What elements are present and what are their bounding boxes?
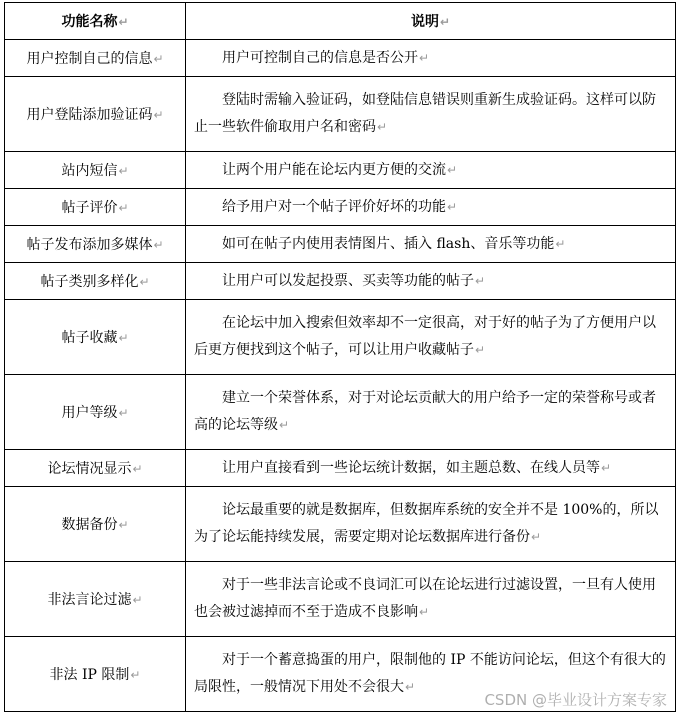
function-name-cell: 用户控制自己的信息↵ (5, 40, 186, 77)
paragraph-mark: ↵ (130, 668, 141, 682)
function-name-cell: 论坛情况显示↵ (5, 450, 186, 487)
header-function-name: 功能名称↵ (5, 3, 186, 40)
description-cell: 让两个用户能在论坛内更方便的交流↵ (186, 152, 676, 189)
table-row (5, 40, 676, 77)
table-row (5, 77, 676, 152)
table-row (5, 263, 676, 300)
function-name-cell: 帖子收藏↵ (5, 300, 186, 375)
description-cell: 登陆时需输入验证码，如登陆信息错误则重新生成验证码。这样可以防止一些软件偷取用户名和密码↵ (186, 77, 676, 152)
paragraph-mark: ↵ (118, 331, 129, 345)
paragraph-mark: ↵ (419, 50, 430, 65)
paragraph-mark: ↵ (153, 52, 164, 66)
description-cell: 论坛最重要的就是数据库，但数据库系统的安全并不是 100%的，所以为了论坛能持续发展，需要定期对论坛数据库进行备份↵ (186, 487, 676, 562)
paragraph-mark: ↵ (439, 15, 451, 29)
paragraph-mark: ↵ (447, 199, 458, 214)
paragraph-mark: ↵ (447, 162, 458, 177)
paragraph-mark: ↵ (405, 680, 416, 694)
function-name-cell: 站内短信↵ (5, 152, 186, 189)
description-cell: 给予用户对一个帖子评价好坏的功能↵ (186, 189, 676, 226)
function-name-cell: 帖子评价↵ (5, 189, 186, 226)
description-cell: 让用户直接看到一些论坛统计数据，如主题总数、在线人员等↵ (186, 450, 676, 487)
description-cell: 对于一些非法言论或不良词汇可以在论坛进行过滤设置，一旦有人使用也会被过滤掉而不至于造成不良影响↵ (186, 562, 676, 637)
paragraph-mark: ↵ (531, 530, 542, 544)
paragraph-mark: ↵ (475, 273, 486, 288)
table-row (5, 562, 676, 637)
table-row (5, 189, 676, 226)
function-name-cell: 用户等级↵ (5, 375, 186, 450)
function-name-cell: 数据备份↵ (5, 487, 186, 562)
paragraph-mark: ↵ (118, 164, 129, 178)
function-name-cell: 帖子类别多样化↵ (5, 263, 186, 300)
function-name-cell: 用户登陆添加验证码↵ (5, 77, 186, 152)
function-name-cell: 帖子发布添加多媒体↵ (5, 226, 186, 263)
paragraph-mark: ↵ (555, 236, 566, 251)
function-name-cell: 非法 IP 限制↵ (5, 637, 186, 712)
table-row (5, 300, 676, 375)
paragraph-mark: ↵ (601, 460, 612, 475)
table-row (5, 226, 676, 263)
description-cell: 让用户可以发起投票、买卖等功能的帖子↵ (186, 263, 676, 300)
paragraph-mark: ↵ (377, 120, 388, 134)
description-cell: 对于一个蓄意捣蛋的用户，限制他的 IP 不能访问论坛，但这个有很大的局限性，一般情况下用处不会很大↵ (186, 637, 676, 712)
paragraph-mark: ↵ (279, 418, 290, 432)
description-cell: 用户可控制自己的信息是否公开↵ (186, 40, 676, 77)
table-row (5, 375, 676, 450)
description-cell: 建立一个荣誉体系，对于对论坛贡献大的用户给予一定的荣誉称号或者高的论坛等级↵ (186, 375, 676, 450)
function-name-cell: 非法言论过滤↵ (5, 562, 186, 637)
table-row (5, 450, 676, 487)
paragraph-mark: ↵ (153, 238, 164, 252)
watermark: CSDN @毕业设计方案专家 (484, 691, 667, 709)
paragraph-mark: ↵ (118, 406, 129, 420)
paragraph-mark: ↵ (118, 201, 129, 215)
paragraph-mark: ↵ (118, 518, 129, 532)
table-row (5, 152, 676, 189)
paragraph-mark: ↵ (475, 343, 486, 357)
paragraph-mark: ↵ (118, 15, 129, 29)
header-description: 说明↵ (186, 3, 676, 40)
paragraph-mark: ↵ (153, 108, 164, 122)
paragraph-mark: ↵ (132, 462, 143, 476)
feature-table (4, 2, 676, 712)
paragraph-mark: ↵ (139, 275, 150, 289)
description-cell: 在论坛中加入搜索但效率却不一定很高，对于好的帖子为了方便用户以后更方便找到这个帖子，可以让用户收藏帖子↵ (186, 300, 676, 375)
paragraph-mark: ↵ (132, 593, 143, 607)
paragraph-mark: ↵ (419, 605, 430, 619)
description-cell: 如可在帖子内使用表情图片、插入 flash、音乐等功能↵ (186, 226, 676, 263)
table-row (5, 487, 676, 562)
header-row (5, 3, 676, 40)
